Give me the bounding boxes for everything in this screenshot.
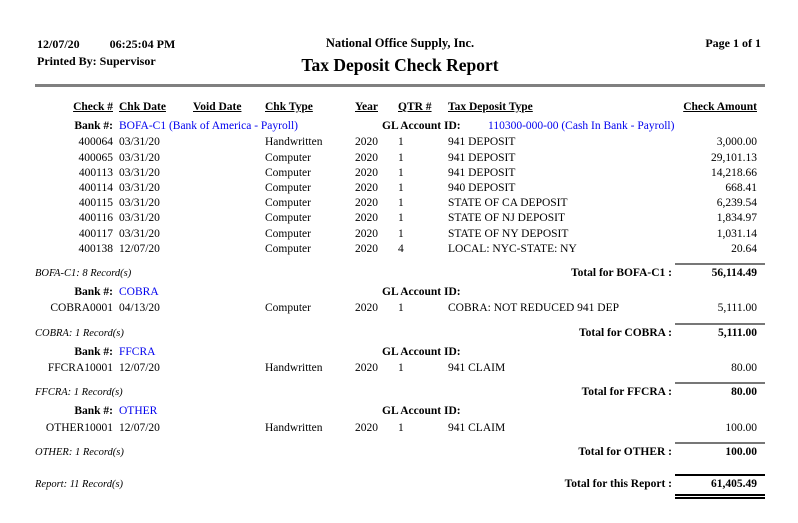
year: 2020 bbox=[355, 362, 378, 375]
quarter: 1 bbox=[398, 212, 404, 225]
void-date bbox=[193, 181, 265, 196]
gl-account-label: GL Account ID: bbox=[382, 345, 461, 358]
check-row bbox=[35, 196, 765, 211]
printed-by: Printed By: Supervisor bbox=[37, 54, 156, 68]
check-type: Computer bbox=[265, 242, 311, 255]
report-header bbox=[35, 32, 765, 82]
void-date bbox=[193, 135, 265, 150]
check-date: 03/31/20 bbox=[119, 197, 160, 210]
year: 2020 bbox=[355, 421, 378, 434]
check-type: Computer bbox=[265, 151, 311, 164]
bank-total-amount: 56,114.49 bbox=[675, 263, 765, 281]
bank-total-row bbox=[35, 442, 765, 460]
year: 2020 bbox=[355, 242, 378, 255]
quarter: 1 bbox=[398, 136, 404, 149]
tax-deposit-type: 941 CLAIM bbox=[448, 362, 506, 375]
bank-number-label: Bank #: bbox=[74, 286, 113, 299]
check-type: Handwritten bbox=[265, 421, 323, 434]
check-date: 12/07/20 bbox=[119, 242, 160, 255]
tax-deposit-type: 941 DEPOSIT bbox=[448, 151, 516, 164]
quarter: 1 bbox=[398, 302, 404, 315]
bank-total-amount: 80.00 bbox=[675, 382, 765, 400]
check-row bbox=[35, 421, 765, 436]
quarter: 1 bbox=[398, 182, 404, 195]
gl-account-link[interactable] bbox=[482, 285, 765, 300]
year: 2020 bbox=[355, 212, 378, 225]
check-row bbox=[35, 135, 765, 150]
bank-id-link[interactable]: COBRA bbox=[119, 286, 159, 299]
year: 2020 bbox=[355, 136, 378, 149]
year: 2020 bbox=[355, 166, 378, 179]
tax-deposit-type: STATE OF CA DEPOSIT bbox=[448, 197, 568, 210]
bank-header-row bbox=[35, 404, 765, 419]
column-header-row bbox=[35, 100, 765, 115]
check-row bbox=[35, 151, 765, 166]
bank-id-link[interactable]: BOFA-C1 (Bank of America - Payroll) bbox=[119, 120, 298, 133]
check-row bbox=[35, 181, 765, 196]
void-date bbox=[193, 166, 265, 181]
col-header-chk-type: Chk Type bbox=[265, 101, 313, 113]
check-number: FFCRA10001 bbox=[47, 362, 113, 375]
col-header-chk-date: Chk Date bbox=[119, 101, 166, 113]
tax-deposit-type: LOCAL: NYC-STATE: NY bbox=[448, 242, 577, 255]
check-number: 400117 bbox=[78, 227, 113, 240]
col-header-check-amount: Check Amount bbox=[683, 101, 757, 113]
void-date bbox=[193, 301, 265, 316]
col-header-check-number: Check # bbox=[73, 101, 113, 113]
check-amount: 80.00 bbox=[731, 362, 757, 375]
bank-total-row bbox=[35, 323, 765, 341]
check-date: 03/31/20 bbox=[119, 136, 160, 149]
print-time: 06:25:04 PM bbox=[109, 37, 176, 51]
check-row bbox=[35, 166, 765, 181]
gl-account-label: GL Account ID: bbox=[382, 286, 461, 299]
check-number: 400113 bbox=[78, 166, 113, 179]
bank-total-amount: 5,111.00 bbox=[675, 323, 765, 341]
check-date: 12/07/20 bbox=[119, 421, 160, 434]
bank-number-label: Bank #: bbox=[74, 120, 113, 133]
bank-total-label: Total for OTHER : bbox=[578, 445, 672, 458]
check-number: 400065 bbox=[78, 151, 113, 164]
tax-deposit-type: STATE OF NY DEPOSIT bbox=[448, 227, 569, 240]
quarter: 1 bbox=[398, 166, 404, 179]
year: 2020 bbox=[355, 197, 378, 210]
tax-deposit-type: 941 DEPOSIT bbox=[448, 136, 516, 149]
check-amount: 100.00 bbox=[725, 421, 757, 434]
tax-deposit-type: 941 CLAIM bbox=[448, 421, 506, 434]
check-number: OTHER10001 bbox=[45, 421, 113, 434]
bank-section bbox=[35, 404, 765, 460]
check-row bbox=[35, 211, 765, 226]
bank-total-label: Total for FFCRA : bbox=[581, 386, 672, 399]
bank-record-count: COBRA: 1 Record(s) bbox=[35, 327, 124, 339]
tax-deposit-type: STATE OF NJ DEPOSIT bbox=[448, 212, 565, 225]
quarter: 1 bbox=[398, 421, 404, 434]
void-date bbox=[193, 196, 265, 211]
gl-account-link[interactable] bbox=[482, 404, 765, 419]
bank-section bbox=[35, 285, 765, 341]
header-center bbox=[35, 36, 765, 76]
check-amount: 1,834.97 bbox=[716, 212, 757, 225]
gl-account-label: GL Account ID: bbox=[382, 120, 461, 133]
void-date bbox=[193, 361, 265, 376]
tax-deposit-type: COBRA: NOT REDUCED 941 DEP bbox=[448, 302, 620, 315]
year: 2020 bbox=[355, 302, 378, 315]
check-type: Computer bbox=[265, 166, 311, 179]
year: 2020 bbox=[355, 227, 378, 240]
check-number: COBRA0001 bbox=[50, 302, 113, 315]
gl-account-link[interactable] bbox=[482, 345, 765, 360]
bank-header-row bbox=[35, 285, 765, 300]
check-amount: 14,218.66 bbox=[711, 166, 757, 179]
header-divider bbox=[35, 84, 765, 87]
check-type: Computer bbox=[265, 302, 311, 315]
report-record-count: Report: 11 Record(s) bbox=[35, 479, 124, 491]
check-type: Computer bbox=[265, 182, 311, 195]
void-date bbox=[193, 421, 265, 436]
bank-total-row bbox=[35, 382, 765, 400]
report-title: Tax Deposit Check Report bbox=[301, 55, 499, 75]
report-total-row bbox=[35, 474, 765, 499]
check-amount: 668.41 bbox=[725, 182, 757, 195]
check-date: 12/07/20 bbox=[119, 362, 160, 375]
bank-header-row bbox=[35, 119, 765, 134]
check-rows bbox=[35, 421, 765, 436]
bank-sections bbox=[35, 119, 765, 460]
check-date: 03/31/20 bbox=[119, 227, 160, 240]
bank-total-amount: 100.00 bbox=[675, 442, 765, 460]
check-amount: 29,101.13 bbox=[711, 151, 757, 164]
check-amount: 3,000.00 bbox=[716, 136, 757, 149]
check-type: Computer bbox=[265, 227, 311, 240]
quarter: 1 bbox=[398, 227, 404, 240]
check-amount: 20.64 bbox=[731, 242, 757, 255]
bank-section bbox=[35, 119, 765, 281]
check-number: 400116 bbox=[78, 212, 113, 225]
quarter: 4 bbox=[398, 242, 404, 255]
report-total-amount: 61,405.49 bbox=[675, 474, 765, 499]
quarter: 1 bbox=[398, 197, 404, 210]
check-type: Handwritten bbox=[265, 136, 323, 149]
print-date: 12/07/20 bbox=[37, 37, 80, 51]
bank-number-label: Bank #: bbox=[74, 405, 113, 418]
tax-deposit-type: 940 DEPOSIT bbox=[448, 182, 516, 195]
void-date bbox=[193, 151, 265, 166]
bank-id-link[interactable]: FFCRA bbox=[119, 345, 156, 358]
check-rows bbox=[35, 361, 765, 376]
bank-total-label: Total for BOFA-C1 : bbox=[570, 267, 672, 280]
check-row bbox=[35, 361, 765, 376]
page-number: Page 1 of 1 bbox=[705, 36, 761, 50]
check-number: 400138 bbox=[78, 242, 113, 255]
bank-section bbox=[35, 345, 765, 401]
check-type: Handwritten bbox=[265, 362, 323, 375]
check-row bbox=[35, 242, 765, 257]
check-rows bbox=[35, 301, 765, 316]
year: 2020 bbox=[355, 151, 378, 164]
tax-deposit-type: 941 DEPOSIT bbox=[448, 166, 516, 179]
void-date bbox=[193, 227, 265, 242]
bank-id-link[interactable]: OTHER bbox=[119, 405, 158, 418]
gl-account-link[interactable]: 110300-000-00 (Cash In Bank - Payroll) bbox=[488, 120, 675, 133]
check-type: Computer bbox=[265, 212, 311, 225]
check-date: 03/31/20 bbox=[119, 166, 160, 179]
check-amount: 1,031.14 bbox=[716, 227, 757, 240]
col-header-qtr: QTR # bbox=[398, 101, 432, 113]
check-date: 03/31/20 bbox=[119, 182, 160, 195]
bank-record-count: FFCRA: 1 Record(s) bbox=[35, 387, 123, 399]
check-type: Computer bbox=[265, 197, 311, 210]
quarter: 1 bbox=[398, 151, 404, 164]
check-number: 400064 bbox=[78, 136, 113, 149]
col-header-year: Year bbox=[355, 101, 378, 113]
bank-header-row bbox=[35, 345, 765, 360]
check-row bbox=[35, 227, 765, 242]
check-date: 03/31/20 bbox=[119, 151, 160, 164]
check-amount: 6,239.54 bbox=[716, 197, 757, 210]
check-number: 400115 bbox=[78, 197, 113, 210]
void-date bbox=[193, 242, 265, 257]
col-header-void-date: Void Date bbox=[193, 101, 242, 113]
bank-total-label: Total for COBRA : bbox=[579, 326, 672, 339]
bank-number-label: Bank #: bbox=[74, 345, 113, 358]
check-amount: 5,111.00 bbox=[717, 302, 757, 315]
check-number: 400114 bbox=[78, 182, 113, 195]
bank-total-row bbox=[35, 263, 765, 281]
report-total-label: Total for this Report : bbox=[564, 478, 672, 491]
check-row bbox=[35, 301, 765, 316]
gl-account-label: GL Account ID: bbox=[382, 405, 461, 418]
bank-record-count: BOFA-C1: 8 Record(s) bbox=[35, 268, 132, 280]
bank-record-count: OTHER: 1 Record(s) bbox=[35, 446, 124, 458]
col-header-tax-deposit-type: Tax Deposit Type bbox=[448, 101, 533, 113]
quarter: 1 bbox=[398, 362, 404, 375]
check-rows bbox=[35, 135, 765, 257]
void-date bbox=[193, 211, 265, 226]
company-name: National Office Supply, Inc. bbox=[325, 36, 475, 50]
check-date: 04/13/20 bbox=[119, 302, 160, 315]
year: 2020 bbox=[355, 182, 378, 195]
check-date: 03/31/20 bbox=[119, 212, 160, 225]
